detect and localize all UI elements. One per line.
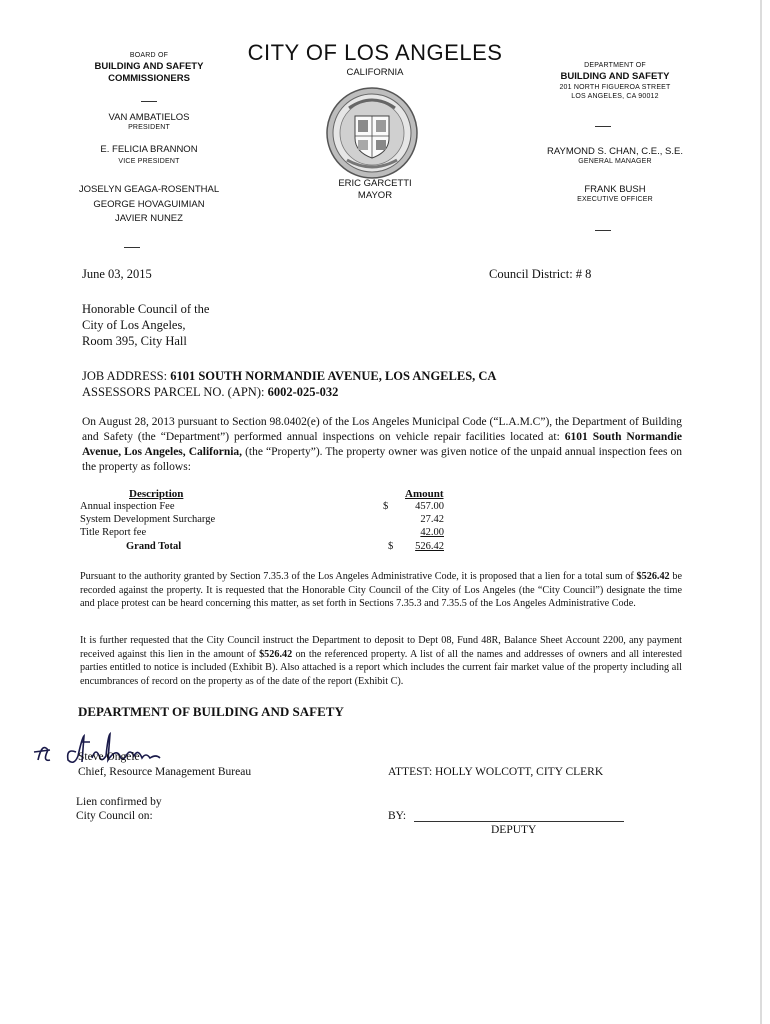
fee-description-header: Description xyxy=(129,488,184,500)
commissioner-name: JOSELYN GEAGA-ROSENTHAL xyxy=(78,184,220,195)
signer-title: Chief, Resource Management Bureau xyxy=(78,766,252,778)
paragraph-text: (the “Property”). The property owner was given notice of the unpaid annual inspection fees on the property as follows: xyxy=(82,446,682,473)
department-of-label: DEPARTMENT OF xyxy=(584,62,646,69)
mayor-name: ERIC GARCETTI xyxy=(338,178,412,189)
fee-row-desc: System Development Surcharge xyxy=(80,514,216,525)
grand-total-amount: 526.42 xyxy=(415,541,444,552)
signer-name: Steve Ongele xyxy=(78,751,140,763)
state-label: CALIFORNIA xyxy=(346,67,404,78)
department-signoff: DEPARTMENT OF BUILDING AND SAFETY xyxy=(78,704,344,719)
board-of-label: BOARD OF xyxy=(129,52,169,59)
department-name: BUILDING AND SAFETY xyxy=(560,71,670,82)
grand-total-label: Grand Total xyxy=(126,541,182,552)
apn-line xyxy=(82,384,338,400)
paragraph-text: be recorded against the property. It is requested that the Honorable City Council of the City of Los Angeles (the “City Council”) designate the time and place protest can be heard concerning this matter, as set forth in Sections 7.35.3 and 7.35.5 of the Los Angeles Administrative Code. xyxy=(80,571,682,609)
apn-value: 6002-025-032 xyxy=(267,385,339,399)
president-name: VAN AMBATIELOS xyxy=(108,112,190,123)
department-address-line-1: 201 NORTH FIGUEROA STREET xyxy=(559,84,671,91)
recipient-line: Honorable Council of the xyxy=(82,302,210,316)
paragraph-text: On August 28, 2013 pursuant to Section 98.0402(e) of the Los Angeles Municipal Code (“L.A.M.C”), the Department of Building and Safety (the “Department”) performed annual inspections on vehicle repair facilities located at: xyxy=(82,416,682,443)
department-address-line-2: LOS ANGELES, CA 90012 xyxy=(571,93,659,100)
fee-row-currency: $ xyxy=(383,501,389,512)
job-address-label: JOB ADDRESS: xyxy=(82,369,171,383)
paragraph-text: on the referenced property. A list of all the names and addresses of owners and all interested parties entitled to notice is included (Exhibit B). Also attached is a report which includes the current fair market value of the property including all encumbrances of record on the property as of the date of the report (Exhibit C). xyxy=(80,648,683,687)
by-label: BY: xyxy=(388,810,407,822)
paragraph-text: It is further requested that the City Council instruct the Department to deposit to Dept 08, Fund 48R, Balance Sheet Account 2200, any payment received against this lien in the amount of xyxy=(80,635,682,660)
board-name-line-2: COMMISSIONERS xyxy=(108,73,190,84)
fee-row-amount: 457.00 xyxy=(415,501,444,512)
commissioner-name: JAVIER NUNEZ xyxy=(115,213,183,224)
general-manager-title: GENERAL MANAGER xyxy=(578,158,652,165)
commissioner-name: GEORGE HOVAGUIMIAN xyxy=(93,199,205,210)
recipient-block xyxy=(82,301,209,349)
mayor-title: MAYOR xyxy=(357,190,393,201)
executive-officer-name: FRANK BUSH xyxy=(584,184,646,195)
recipient-line: Room 395, City Hall xyxy=(82,334,187,348)
paragraph-text: Pursuant to the authority granted by Section 7.35.3 of the Los Angeles Administrative Code, it is proposed that a lien for a total sum of xyxy=(80,571,637,582)
council-district: Council District: # 8 xyxy=(489,267,592,281)
president-title: PRESIDENT xyxy=(128,124,170,131)
executive-officer-title: EXECUTIVE OFFICER xyxy=(577,196,653,203)
property-address-bold: 6101 South Normandie Avenue, Los Angeles, California, xyxy=(82,431,682,458)
fee-row-desc: Title Report fee xyxy=(80,527,147,538)
job-address-value: 6101 SOUTH NORMANDIE AVENUE, LOS ANGELES, CA xyxy=(170,369,497,383)
lien-amount-bold: $526.42 xyxy=(636,571,670,582)
paragraph-deposit-request xyxy=(80,634,682,688)
divider xyxy=(595,126,611,127)
grand-total-currency: $ xyxy=(388,541,394,552)
divider xyxy=(124,247,140,248)
letter-date: June 03, 2015 xyxy=(82,267,152,281)
attest-line: ATTEST: HOLLY WOLCOTT, CITY CLERK xyxy=(388,766,604,778)
recipient-line: City of Los Angeles, xyxy=(82,318,186,332)
job-address-line xyxy=(82,368,496,384)
vice-president-title: VICE PRESIDENT xyxy=(118,158,180,165)
signature-line xyxy=(414,821,624,822)
general-manager-name: RAYMOND S. CHAN, C.E., S.E. xyxy=(546,146,683,157)
fee-row-amount: 42.00 xyxy=(420,527,444,538)
city-seal xyxy=(325,86,419,180)
fee-row-desc: Annual inspection Fee xyxy=(80,501,175,512)
apn-label: ASSESSORS PARCEL NO. (APN): xyxy=(82,385,268,399)
city-title: CITY OF LOS ANGELES xyxy=(247,40,503,65)
deputy-label: DEPUTY xyxy=(491,824,537,836)
board-name-line-1: BUILDING AND SAFETY xyxy=(94,61,204,72)
lien-confirmed-line-2: City Council on: xyxy=(76,810,153,822)
scan-edge xyxy=(760,0,762,1024)
divider xyxy=(595,230,611,231)
paragraph-inspection-notice xyxy=(82,415,682,475)
paragraph-lien-proposal xyxy=(80,570,682,611)
lien-amount-bold: $526.42 xyxy=(259,648,293,660)
fee-row-amount: 27.42 xyxy=(420,514,444,525)
lien-confirmed-line-1: Lien confirmed by xyxy=(76,796,162,808)
divider xyxy=(141,101,157,102)
vice-president-name: E. FELICIA BRANNON xyxy=(100,144,198,155)
fee-amount-header: Amount xyxy=(405,488,444,500)
